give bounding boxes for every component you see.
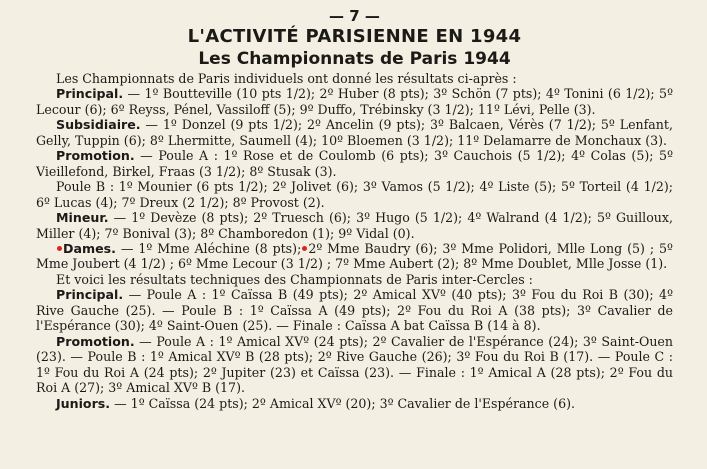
dames-text-rest: 2º Mme Baudry (6); 3º Mme Polidori, Mlle Long (5) ; 5º Mme Joubert (4 1/2) ; 6º Mme Lecour (3 1/2) ; 7º Mme Aubert (2); 8º Mme Doublet, Mlle Josse (1). bbox=[36, 240, 673, 272]
red-marker-dot bbox=[57, 246, 62, 251]
subsidiaire-text: — 1º Donzel (9 pts 1/2); 2º Ancelin (9 pts); 3º Balcaen, Vérès (7 1/2); 5º Lenfant, Gelly, Tuppin (6); 8º Lhermitte, Saumell (4); 10º Bloemen (3 1/2); 11º Delamarre de Monchaux (3). bbox=[36, 117, 673, 148]
dames-label: Dames. bbox=[63, 240, 116, 256]
mineur-paragraph bbox=[36, 210, 673, 241]
promotion-label: Promotion. bbox=[56, 148, 135, 164]
intro-inter-cercles: Et voici les résultats techniques des Championnats de Paris inter-Cercles : bbox=[56, 271, 533, 287]
inter-promotion-label: Promotion. bbox=[56, 333, 135, 349]
inter-juniors-label: Juniors. bbox=[56, 395, 111, 411]
promotion-poule-a-text: — Poule A : 1º Rose et de Coulomb (6 pts); 3º Cauchois (5 1/2); 4º Colas (5); 5º Vieillefond, Birkel, Fraas (3 1/2); 8º Stusak (3). bbox=[36, 148, 673, 179]
inter-principal-text: — Poule A : 1º Caïssa B (49 pts); 2º Amical XVº (40 pts); 3º Fou du Roi B (30); 4º Rive Gauche (25). — Poule B : 1º Caïssa A (49 pts); 2º Fou du Roi A (38 pts); 3º Cavalier de l'Espérance (30); 4º Saint-Ouen (25). — Finale : Caïssa A bat Caïssa B (14 à 8). bbox=[36, 287, 673, 334]
subsidiaire-label: Subsidiaire. bbox=[56, 117, 141, 133]
article-body bbox=[36, 71, 673, 411]
page-subtitle: Les Championnats de Paris 1944 bbox=[198, 49, 511, 69]
mineur-text: — 1º Devèze (8 pts); 2º Truesch (6); 3º Hugo (5 1/2); 4º Walrand (4 1/2); 5º Guilloux, Miller (4); 7º Bonival (3); 8º Chamboredon (1); 9º Vidal (0). bbox=[36, 210, 673, 241]
page-title: L'ACTIVITÉ PARISIENNE EN 1944 bbox=[187, 26, 522, 47]
page-number: — 7 — bbox=[329, 7, 380, 25]
mineur-label: Mineur. bbox=[56, 210, 109, 226]
inter-promotion-text: — Poule A : 1º Amical XVº (24 pts); 2º Cavalier de l'Espérance (24); 3º Saint-Ouen (23). — Poule B : 1º Amical XVº B (28 pts); 2º Rive Gauche (26); 3º Fou du Roi B (17). — Poule C : 1º Fou du Roi A (24 pts); 2º Jupiter (23) et Caïssa (23). — Finale : 1º Amical A (28 pts); 2º Fou du Roi A (27); 3º Amical XVº B (17). bbox=[36, 333, 673, 396]
promotion-paragraph bbox=[36, 148, 673, 179]
intro-individual: Les Championnats de Paris individuels ont donné les résultats ci-après : bbox=[56, 71, 517, 86]
inter-principal-label: Principal. bbox=[56, 287, 124, 303]
subsidiaire-paragraph bbox=[36, 117, 673, 148]
promotion-poule-b-text: Poule B : 1º Mounier (6 pts 1/2); 2º Jolivet (6); 3º Vamos (5 1/2); 4º Liste (5); 5º Torteil (4 1/2); 6º Lucas (4); 7º Dreux (2 1/2); 8º Provost (2). bbox=[36, 179, 673, 210]
promotion-poule-b-paragraph bbox=[36, 179, 673, 210]
inter-principal-paragraph bbox=[36, 287, 673, 333]
inter-juniors-paragraph bbox=[36, 396, 673, 411]
inter-promotion-paragraph bbox=[36, 334, 673, 396]
principal-paragraph bbox=[36, 86, 673, 117]
principal-label: Principal. bbox=[56, 86, 124, 102]
principal-text: — 1º Boutteville (10 pts 1/2); 2º Huber (8 pts); 3º Schön (7 pts); 4º Tonini (6 1/2); 5º Lecour (6); 6º Reyss, Pénel, Vassiloff (5); 9º Duffo, Trébinsky (3 1/2); 11º Lévi, Pelle (3). bbox=[36, 86, 673, 117]
inter-juniors-text: — 1º Caïssa (24 pts); 2º Amical XVº (20); 3º Cavalier de l'Espérance (6). bbox=[110, 395, 575, 411]
dames-paragraph bbox=[36, 241, 673, 272]
dames-text-first: — 1º Mme Aléchine (8 pts); bbox=[115, 240, 302, 256]
red-marker-dot bbox=[302, 246, 307, 251]
